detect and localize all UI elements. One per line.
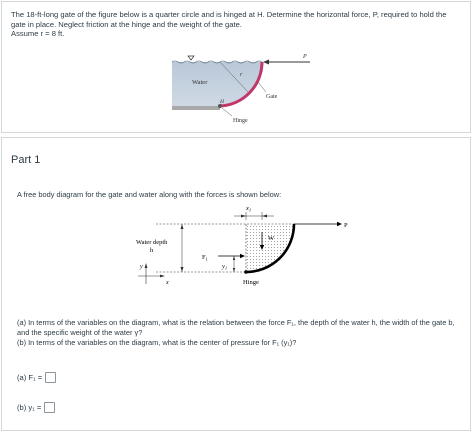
x1-label: $x_1$ bbox=[246, 205, 252, 213]
p-arrow-head bbox=[263, 60, 269, 65]
y-axis-label: y bbox=[140, 264, 143, 270]
question-a-continued: and the specific weight of the water γ? bbox=[17, 328, 143, 337]
y1-arrow-bottom bbox=[233, 268, 235, 272]
problem-card bbox=[1, 1, 471, 133]
hinge-leader bbox=[222, 108, 232, 116]
y-axis-arrow bbox=[145, 263, 148, 268]
answer-a-label: (a) F₁ = bbox=[17, 373, 43, 382]
water-region bbox=[172, 62, 262, 106]
water-depth-label: Water depth bbox=[136, 239, 168, 246]
channel-floor bbox=[172, 106, 220, 110]
h-label-fbd: h bbox=[150, 247, 154, 254]
question-a: (a) In terms of the variables on the diagram, what is the relation between the force F₁, the depth of the water h, the width of the gate b, bbox=[17, 318, 455, 327]
problem-line-3: Assume r = 8 ft. bbox=[11, 29, 65, 39]
gate-figure bbox=[170, 48, 320, 128]
fbd-intro-text: A free body diagram for the gate and water along with the forces is shown below: bbox=[17, 190, 282, 199]
problem-statement bbox=[11, 10, 463, 39]
problem-line-2: gate in place. Neglect friction at the hinge and the weight of the gate. bbox=[11, 19, 242, 29]
depth-arrow-top bbox=[181, 224, 184, 229]
f1-arrow-head bbox=[240, 254, 245, 258]
p-arrow-fbd-head bbox=[337, 222, 342, 226]
x-axis-arrow bbox=[160, 275, 165, 278]
force-p-label: P bbox=[303, 54, 307, 60]
part-1-card bbox=[1, 137, 471, 431]
answer-b-label: (b) y₁ = bbox=[17, 403, 42, 412]
answer-a-input[interactable] bbox=[45, 372, 56, 383]
answer-b-input[interactable] bbox=[44, 402, 55, 413]
y1-label: $y_1$ bbox=[222, 263, 228, 271]
hinge-dot-fbd bbox=[244, 270, 248, 274]
answer-a-row bbox=[17, 372, 56, 383]
y1-arrow-top bbox=[233, 256, 235, 260]
x1-arrow-left bbox=[241, 215, 246, 218]
water-label: Water bbox=[192, 79, 208, 86]
part-title: Part 1 bbox=[11, 154, 41, 166]
depth-arrow-bottom bbox=[181, 267, 184, 272]
hinge-label: Hinge bbox=[233, 118, 248, 124]
p-label-fbd: P bbox=[344, 222, 348, 229]
gate-leader bbox=[258, 82, 266, 92]
hinge-label-fbd: Hinge bbox=[243, 279, 259, 286]
x1-arrow-right bbox=[262, 215, 267, 218]
x-axis-label: x bbox=[166, 280, 169, 286]
radius-label: r bbox=[240, 72, 243, 78]
answer-b-row bbox=[17, 402, 55, 413]
questions bbox=[17, 318, 463, 348]
gate-label: Gate bbox=[266, 94, 278, 100]
free-surface-symbol bbox=[188, 56, 194, 60]
f1-label: $F_1$ bbox=[202, 254, 208, 262]
w-label: W bbox=[268, 235, 275, 242]
problem-line-1: The 18-ft-long gate of the figure below is a quarter circle and is hinged at H. Determine the horizontal force, P, required to hold the bbox=[11, 10, 447, 19]
free-body-diagram bbox=[126, 204, 358, 294]
h-label: H bbox=[220, 99, 224, 105]
question-b: (b) In terms of the variables on the diagram, what is the center of pressure for F₁ (y₁)? bbox=[17, 338, 297, 347]
